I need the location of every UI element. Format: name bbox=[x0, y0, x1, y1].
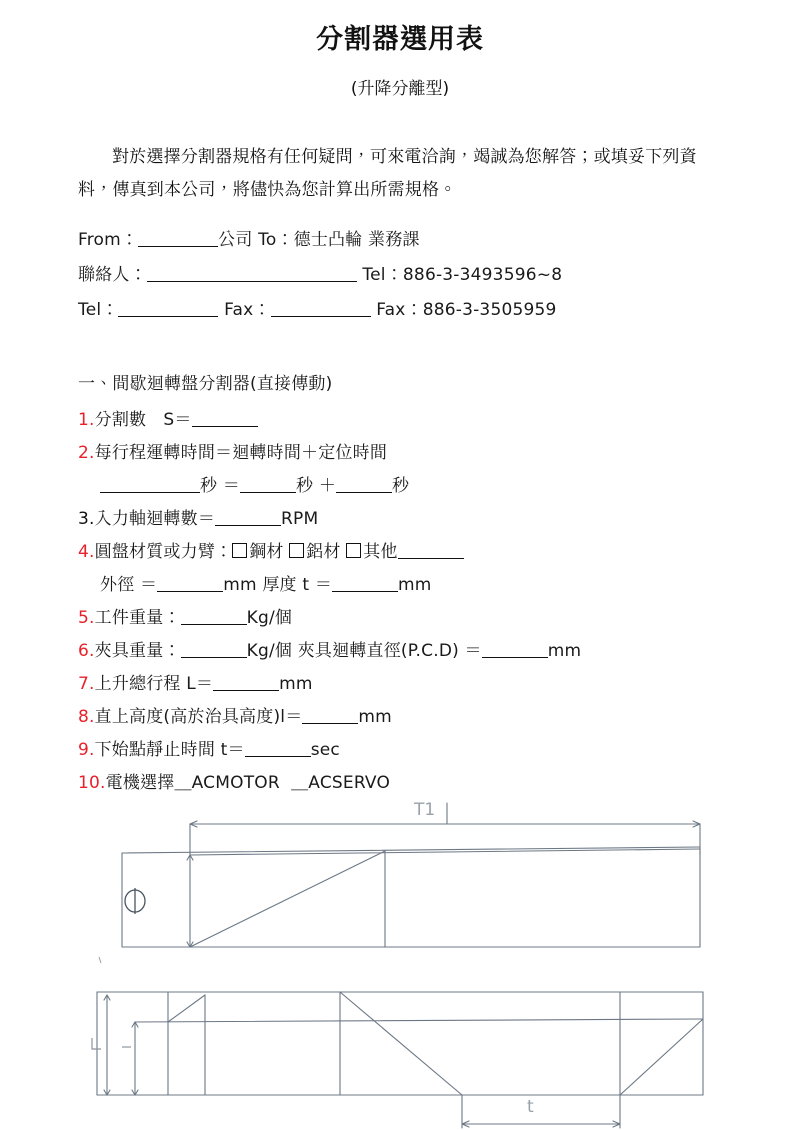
form-item-3-input-blank[interactable] bbox=[215, 510, 281, 526]
thickness-input-blank[interactable] bbox=[332, 576, 398, 592]
from-label: From： bbox=[78, 230, 139, 251]
section-heading-block bbox=[0, 328, 800, 400]
form-items-list bbox=[0, 400, 800, 800]
form-item-2-total-blank[interactable] bbox=[100, 477, 200, 493]
tel-label-left: Tel： bbox=[78, 300, 119, 321]
page-title: 分割器選用表 bbox=[316, 24, 484, 55]
intro-paragraph: 對於選擇分割器規格有任何疑問，可來電洽詢，竭誠為您解答；或填妥下列資料，傳真到本公司，將儘快為您計算出所需規格。 bbox=[78, 147, 697, 201]
from-suffix: 公司 bbox=[218, 230, 253, 251]
form-item-8-label: 直上高度(高於治具高度)l＝ bbox=[94, 707, 303, 728]
checkbox-other[interactable] bbox=[346, 543, 361, 558]
form-item-6-unit: Kg/個 bbox=[246, 641, 293, 662]
form-item-5-unit: Kg/個 bbox=[246, 608, 293, 629]
form-item-9 bbox=[78, 734, 730, 767]
form-item-8 bbox=[78, 701, 730, 734]
diameter-symbol-icon bbox=[125, 888, 145, 914]
checkbox-other-label: 其他 bbox=[363, 542, 398, 563]
lower-dimension-label-t: t bbox=[527, 1097, 534, 1117]
drawings-svg bbox=[0, 795, 800, 1130]
form-item-7-number: 7. bbox=[78, 674, 95, 695]
form-item-1-number: 1. bbox=[78, 410, 95, 431]
upper-ramp-diagonal bbox=[190, 851, 385, 947]
form-item-5-label: 工件重量： bbox=[94, 608, 181, 629]
form-item-4-number: 4. bbox=[78, 542, 95, 563]
form-item-3-label: 入力軸迴轉數＝ bbox=[94, 509, 216, 530]
tel-value: 886-3-3493596~8 bbox=[402, 265, 563, 286]
form-item-5 bbox=[78, 602, 730, 635]
outer-diameter-unit: mm bbox=[223, 575, 257, 596]
form-item-2-unit-b: 秒 ＋ bbox=[296, 476, 337, 497]
form-item-2-unit-a: 秒 ＝ bbox=[200, 476, 241, 497]
pcd-input-blank[interactable] bbox=[482, 642, 548, 658]
contact-line-person bbox=[78, 258, 730, 293]
form-item-9-unit: sec bbox=[310, 740, 340, 761]
fax-label-left: Fax： bbox=[224, 300, 271, 321]
form-item-9-number: 9. bbox=[78, 740, 95, 761]
fax-label-right: Fax： bbox=[376, 300, 423, 321]
from-input-blank[interactable] bbox=[138, 231, 218, 247]
form-item-1-input-blank[interactable] bbox=[192, 411, 258, 427]
form-item-7 bbox=[78, 668, 730, 701]
form-item-10-number: 10. bbox=[78, 773, 106, 794]
form-item-6 bbox=[78, 635, 730, 668]
form-item-9-label: 下始點靜止時間 t＝ bbox=[94, 740, 245, 761]
checkbox-steel-label: 鋼材 bbox=[249, 542, 284, 563]
form-item-6-input-blank[interactable] bbox=[181, 642, 247, 658]
fax-input-blank[interactable] bbox=[271, 301, 371, 317]
upper-stray-tick bbox=[99, 957, 101, 963]
form-item-7-label: 上升總行程 L＝ bbox=[94, 674, 214, 695]
form-item-7-unit: mm bbox=[279, 674, 313, 695]
form-item-5-number: 5. bbox=[78, 608, 95, 629]
technical-drawings bbox=[0, 795, 800, 1130]
form-item-1-label: 分割數 S＝ bbox=[94, 410, 192, 431]
form-item-8-number: 8. bbox=[78, 707, 95, 728]
upper-dimension-label-t1: T1 bbox=[414, 800, 436, 820]
form-item-9-input-blank[interactable] bbox=[245, 741, 311, 757]
lower-ramp-middle bbox=[340, 992, 462, 1095]
form-item-3 bbox=[78, 503, 730, 536]
tel-input-blank[interactable] bbox=[118, 301, 218, 317]
form-item-6-number: 6. bbox=[78, 641, 95, 662]
form-item-1 bbox=[78, 404, 730, 437]
page-subtitle: (升降分離型) bbox=[350, 79, 450, 100]
to-label: To： bbox=[258, 230, 294, 251]
contact-block bbox=[0, 207, 800, 328]
contact-line-from bbox=[78, 223, 730, 258]
lower-inner-band bbox=[135, 1019, 703, 1022]
motor-option-acmotor[interactable]: ＿ACMOTOR bbox=[174, 773, 280, 794]
checkbox-other-input-blank[interactable] bbox=[398, 543, 464, 559]
form-item-2-number: 2. bbox=[78, 443, 95, 464]
lower-ramp-right bbox=[620, 1019, 703, 1095]
form-item-6-label: 夾具重量： bbox=[94, 641, 181, 662]
form-item-2 bbox=[78, 437, 730, 470]
contact-line-tel-fax bbox=[78, 293, 730, 328]
pcd-label: 夾具迴轉直徑(P.C.D) ＝ bbox=[297, 641, 482, 662]
form-item-3-number: 3. bbox=[78, 509, 95, 530]
form-item-4-sub bbox=[78, 569, 730, 602]
contact-person-label: 聯絡人： bbox=[78, 265, 147, 286]
form-item-5-input-blank[interactable] bbox=[181, 609, 247, 625]
tel-label-right: Tel： bbox=[362, 265, 403, 286]
form-item-2-label: 每行程運轉時間＝迴轉時間＋定位時間 bbox=[94, 443, 388, 464]
lower-drawing-group bbox=[97, 992, 703, 1128]
form-item-7-input-blank[interactable] bbox=[213, 675, 279, 691]
outer-diameter-label: 外徑 ＝ bbox=[100, 575, 158, 596]
checkbox-aluminum[interactable] bbox=[289, 543, 304, 558]
form-item-8-unit: mm bbox=[358, 707, 392, 728]
contact-person-input-blank[interactable] bbox=[147, 266, 357, 282]
section-heading: 一、間歇迴轉盤分割器(直接傳動) bbox=[78, 374, 333, 395]
outer-diameter-input-blank[interactable] bbox=[157, 576, 223, 592]
pcd-unit: mm bbox=[547, 641, 582, 662]
form-item-2-rotate-blank[interactable] bbox=[240, 477, 296, 493]
to-value: 德士凸輪 業務課 bbox=[293, 230, 420, 251]
motor-option-acservo[interactable]: ＿ACSERVO bbox=[291, 773, 391, 794]
thickness-label: 厚度 t ＝ bbox=[262, 575, 333, 596]
thickness-unit: mm bbox=[398, 575, 432, 596]
form-item-4 bbox=[78, 536, 730, 569]
checkbox-steel[interactable] bbox=[232, 543, 247, 558]
form-item-4-label: 圓盤材質或力臂： bbox=[94, 542, 233, 563]
fax-value: 886-3-3505959 bbox=[422, 300, 557, 321]
lower-ramp-left bbox=[168, 995, 205, 1022]
upper-drawing-group bbox=[122, 803, 700, 947]
form-item-8-input-blank[interactable] bbox=[302, 708, 358, 724]
form-item-2-unit-c: 秒 bbox=[392, 476, 410, 497]
form-item-2-sub bbox=[78, 470, 730, 503]
form-item-10-label: 電機選擇 bbox=[105, 773, 175, 794]
intro-paragraph-block bbox=[0, 99, 800, 207]
form-item-3-unit: RPM bbox=[281, 509, 319, 530]
checkbox-aluminum-label: 鋁材 bbox=[306, 542, 341, 563]
form-item-2-dwell-blank[interactable] bbox=[336, 477, 392, 493]
